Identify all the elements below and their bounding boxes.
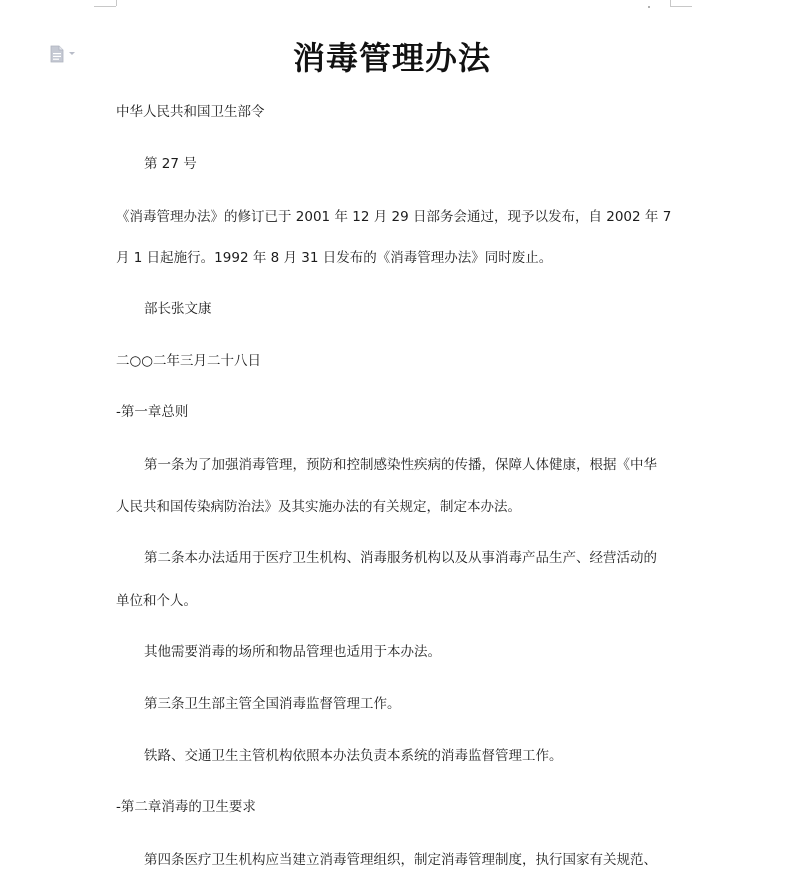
article-4-line-1: 第四条医疗卫生机构应当建立消毒管理组织，制定消毒管理制度，执行国家有关规范、 <box>144 852 657 868</box>
paragraph-decree-number: 第 27 号 <box>144 156 197 172</box>
page-corner-mark-left-vertical <box>116 0 117 6</box>
article-2-paragraph-2: 其他需要消毒的场所和物品管理也适用于本办法。 <box>144 644 441 660</box>
article-1-line-2: 人民共和国传染病防治法》及其实施办法的有关规定，制定本办法。 <box>116 499 521 515</box>
article-1-line-1: 第一条为了加强消毒管理，预防和控制感染性疾病的传播，保障人体健康，根据《中华 <box>144 457 657 473</box>
paragraph-signatory: 部长张文康 <box>144 301 212 317</box>
page-corner-mark-right-vertical <box>670 0 671 6</box>
article-2-line-2: 单位和个人。 <box>116 593 197 609</box>
article-2-line-1: 第二条本办法适用于医疗卫生机构、消毒服务机构以及从事消毒产品生产、经营活动的 <box>144 550 657 566</box>
paragraph-announcement-line-2: 月 1 日起施行。1992 年 8 月 31 日发布的《消毒管理办法》同时废止。 <box>116 250 553 266</box>
chapter-heading-2: -第二章消毒的卫生要求 <box>116 799 256 815</box>
page-marker-dot <box>648 6 650 8</box>
page-corner-mark-right <box>670 0 692 7</box>
paragraph-date: 二○○二年三月二十八日 <box>116 353 262 369</box>
paragraph-announcement-line-1: 《消毒管理办法》的修订已于 2001 年 12 月 29 日部务会通过，现予以发布，自 2002 年 7 <box>116 209 672 225</box>
article-3-line-1: 第三条卫生部主管全国消毒监督管理工作。 <box>144 696 401 712</box>
chapter-heading-1: -第一章总则 <box>116 404 189 420</box>
article-3-paragraph-2: 铁路、交通卫生主管机构依照本办法负责本系统的消毒监督管理工作。 <box>144 748 563 764</box>
page-corner-mark-left <box>94 0 116 7</box>
paragraph-decree-issuer: 中华人民共和国卫生部令 <box>116 104 265 120</box>
document-title: 消毒管理办法 <box>292 39 491 77</box>
